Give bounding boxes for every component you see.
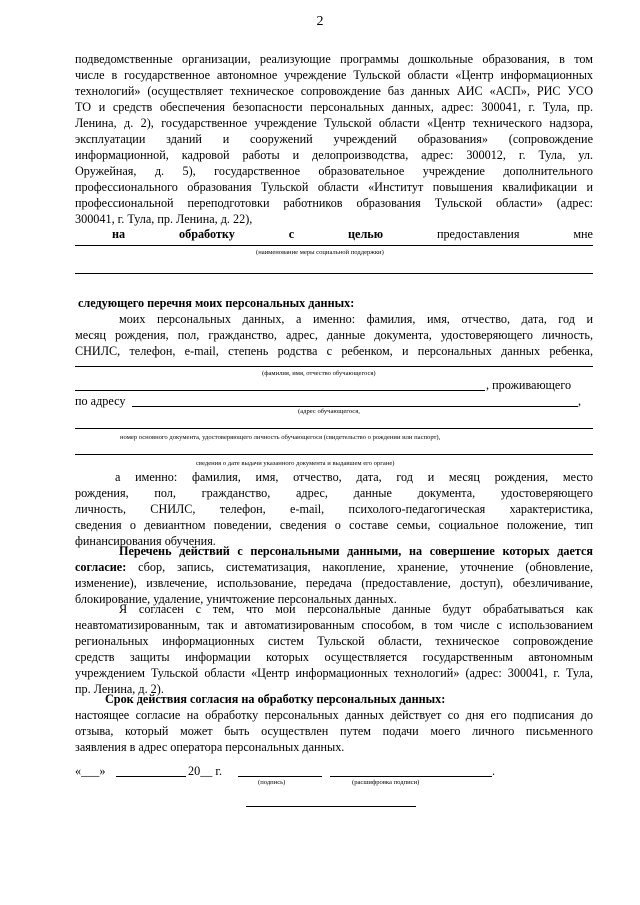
para4-line: Я согласен с тем, что мои персональные данные будут обрабатываться как	[119, 602, 593, 616]
caption-student-address: (адрес обучающегося,	[298, 408, 360, 415]
caption-decoding: (расшифровка подписи)	[352, 779, 420, 786]
date-end: .	[492, 764, 496, 778]
term-line: заявления в адрес оператора персональных данных.	[75, 740, 345, 754]
para1-line: профессиональной переподготовки работников образования Тульской области» (адрес:	[75, 196, 593, 210]
para1-line: ТО и средств обеспечения безопасности персональных данных, адрес: 300041, г. Тула, пр.	[75, 100, 593, 114]
heading-data-list: следующего перечня моих персональных данных:	[78, 296, 355, 310]
issue-field[interactable]	[75, 454, 593, 455]
student-address-field[interactable]	[132, 406, 578, 407]
para1-line: Ленина, д. 2), государственное учреждение Тульской области «Центр технического надзора,	[75, 116, 593, 130]
purpose-word: мне	[573, 227, 593, 241]
purpose-word: обработку	[179, 227, 235, 241]
date-month-field[interactable]	[116, 776, 186, 777]
document-field[interactable]	[75, 428, 593, 429]
para1-line: эксплуатации зданий и сооружений учреждений образования» (сопровождение	[75, 132, 593, 146]
para3-line: финансирования обучения.	[75, 534, 216, 548]
purpose-word: с	[288, 227, 295, 241]
residing-label: , проживающего	[486, 378, 572, 392]
para3-line: а именно: фамилия, имя, отчество, дата, год и месяц рождения, место	[115, 470, 593, 484]
para4-line: пр. Ленина, д. 2).	[75, 682, 164, 696]
support-measure-field[interactable]	[75, 245, 593, 246]
actions-line	[75, 560, 593, 575]
footer-divider	[246, 806, 416, 807]
term-heading: Срок действия согласия на обработку персональных данных:	[105, 692, 446, 706]
para1-line: 300041, г. Тула, пр. Ленина, д. 22),	[75, 212, 253, 226]
para4-line: средств защиты информации которых осуществляется государственным автономным	[75, 650, 593, 664]
support-measure-field-2[interactable]	[75, 273, 593, 274]
student-name-field-2[interactable]	[75, 390, 485, 391]
signature-decoding-field[interactable]	[330, 776, 492, 777]
caption-support-measure: (наименование меры социальной поддержки)	[256, 249, 384, 256]
para1-line: числе в государственное автономное учреждение Тульской области «Центр информационных	[75, 68, 593, 82]
date-year: 20__ г.	[188, 764, 223, 778]
comma: ,	[578, 394, 582, 408]
page-number: 2	[316, 14, 324, 29]
term-line: отзыва, который может быть осуществлен путем подачи моего личного письменного	[75, 724, 593, 738]
para1-line: информационной, кадровой работы и делопроизводства, адрес: 300012, г. Тула, ул.	[75, 148, 593, 162]
date-day: «___»	[75, 764, 106, 778]
para1-line: профессионального образования Тульской области «Институт повышения квалификации и	[75, 180, 593, 194]
para2-line: моих персональных данных, а именно: фамилия, имя, отчество, дата, год и	[119, 312, 593, 326]
caption-issue: сведения о дате выдачи указанного документа и выдавшем его органе)	[196, 460, 395, 467]
actions-rest: сбор, запись, систематизация, накопление, хранение, уточнение (обновление,	[126, 560, 593, 574]
para4-line: учреждением Тульской области «Центр информационных технологий» (адрес: 300041, г. Тула,	[75, 666, 593, 680]
address-label: по адресу	[75, 394, 126, 408]
para1-line: Оружейная, д. 5), государственное образовательное учреждение дополнительного	[75, 164, 593, 178]
term-line: настоящее согласие на обработку персональных данных действует со дня его подписания до	[75, 708, 593, 722]
para3-line: личность, СНИЛС, телефон, e-mail, психолого-педагогическая характеристика,	[75, 502, 593, 516]
actions-bold: согласие:	[75, 560, 127, 574]
para2-line: СНИЛС, телефон, e-mail, степень родства с ребенком, и персональных данных ребенка,	[75, 344, 593, 358]
para1-line: технологий» (осуществляет техническое сопровождение баз данных АИС «АСП», РИС УСО	[75, 84, 593, 98]
purpose-word: на	[112, 227, 126, 241]
actions-line: изменение), извлечение, использование, передача (предоставление, доступ), обезличивание,	[75, 576, 593, 590]
para3-line: рождения, пол, гражданство, адрес, данные документа, удостоверяющего	[75, 486, 593, 500]
actions-heading: Перечень действий с персональными данными, на совершение которых дается	[119, 544, 593, 558]
caption-signature: (подпись)	[258, 779, 286, 786]
student-name-field[interactable]	[75, 366, 593, 367]
signature-field[interactable]	[238, 776, 322, 777]
para2-line: месяц рождения, пол, гражданство, адрес, данные документа, удостоверяющего личность,	[75, 328, 593, 342]
para1-line: подведомственные организации, реализующие программы дошкольные образования, в том	[75, 52, 593, 66]
para4-line: региональных информационных систем Тульской области, техническое сопровождение	[75, 634, 593, 648]
purpose-word: предоставления	[436, 227, 520, 241]
para3-line: сведения о девиантном поведении, сведения о составе семьи, социальное положение, тип	[75, 518, 593, 532]
para4-line: неавтоматизированным, так и автоматизированным способом, в том числе с использованием	[75, 618, 593, 632]
purpose-word: целью	[348, 227, 384, 241]
purpose-line	[112, 227, 593, 242]
actions-line: блокирование, удаление, уничтожение персональных данных.	[75, 592, 397, 606]
caption-document: номер основного документа, удостоверяющего личность обучающегося (свидетельство о рождении или паспорт),	[120, 434, 441, 441]
caption-student-name: (фамилия, имя, отчество обучающегося)	[262, 370, 376, 377]
